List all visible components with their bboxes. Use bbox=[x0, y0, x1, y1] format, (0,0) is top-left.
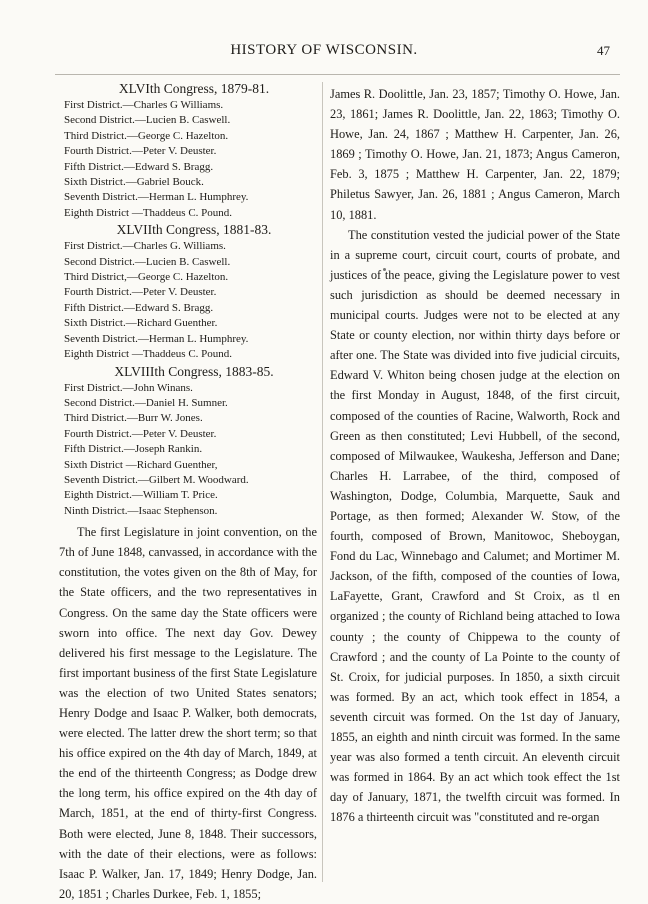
congress-section bbox=[59, 221, 317, 362]
senators-paragraph: James R. Doolittle, Jan. 23, 1857; Timothy O. Howe, Jan. 23, 1861; James R. Doolittle, Jan. 22, 1863; Timothy O. Howe, Jan. 24, 1867 ; Matthew H. Carpenter, Jan. 26, 1869 ; Timothy O. Howe, Jan. 21, 1873; Angus Cameron, Feb. 3, 1875 ; Matthew H. Carpenter, Jan. 22, 1879; Philetus Sawyer, Jan. 26, 1881 ; Angus Cameron, March 10, 1881. bbox=[330, 87, 620, 222]
district-entry: Eighth District —Thaddeus C. Pound. bbox=[64, 348, 233, 361]
left-column bbox=[59, 80, 317, 904]
congress-heading: XLVIIIth Congress, 1883-85. bbox=[114, 363, 274, 379]
column-divider bbox=[322, 82, 323, 882]
district-entry: Fifth District.—Edward S. Bragg. bbox=[64, 160, 214, 173]
district-entry: Ninth District.—Isaac Stephenson. bbox=[64, 504, 218, 517]
district-entry: Seventh District.—Herman L. Humphrey. bbox=[64, 191, 249, 204]
congress-section bbox=[59, 363, 317, 520]
district-entry: Eighth District —Thaddeus C. Pound. bbox=[64, 206, 233, 219]
district-entry: Seventh District.—Herman L. Humphrey. bbox=[64, 332, 249, 345]
district-entry: First District.—Charles G Williams. bbox=[64, 99, 224, 111]
district-entry: Fifth District.—Edward S. Bragg. bbox=[64, 301, 214, 314]
district-entry: Fourth District.—Peter V. Deuster. bbox=[64, 286, 217, 299]
congress-heading: XLVIth Congress, 1879-81. bbox=[118, 81, 270, 96]
district-entry: First District.—Charles G. Williams. bbox=[64, 240, 226, 253]
district-entry: Sixth District.—Richard Guenther. bbox=[64, 317, 218, 330]
page-header bbox=[0, 42, 648, 64]
district-entry: Fourth District.—Peter V. Deuster. bbox=[64, 427, 217, 440]
district-entry: Second District.—Daniel H. Sumner. bbox=[64, 396, 228, 409]
judiciary-paragraph: The constitution vested the judicial power of the State in a supreme court, circuit court, courts of probate, and justices of the peace, giving the Legislature power to vest such jurisdiction as should be deemed necessary in municipal courts. Judges were not to be elected at any State or county election, nor within thirty days before or after one. The State was divided into five judicial circuits, Edward V. Whiton being chosen judge at the election on the first Monday in August, 1848, of the first circuit, composed of the counties of Racine, Walworth, Rock and Green as then constituted; Levi Hubbell, of the second, composed of Milwaukee, Waukesha, Jefferson and Dane; Charles H. Larrabee, of the third, composed of Washington, Dodge, Columbia, Marquette, Sauk and Portage, as then formed; Alexander W. Stow, of the fourth, composed of Brown, Manitowoc, Sheboygan, Fond du Lac, Winnebago and Calumet; and Mortimer M. Jackson, of the fifth, composed of the counties of Iowa, LaFayette, Grant, Crawford and St Croix, as tl en organized ; the county of Richland being attached to Iowa county ; the county of Chippewa to the county of Crawford ; and the county of La Pointe to the county of St. Croix, for judicial purposes. In 1850, a sixth circuit was formed. By an act, which took effect in 1854, a seventh circuit was formed. On the 1st day of January, 1855, an eighth and ninth circuit was formed. In the same year was also formed a tenth circuit. An eleventh circuit was formed in 1864. By an act which took effect the 1st day of January, 1871, the twelfth circuit was formed. In 1876 a thirteenth circuit was "constituted and re-organ bbox=[330, 227, 620, 825]
district-list bbox=[64, 381, 317, 520]
district-entry: Second District.—Lucien B. Caswell. bbox=[64, 114, 231, 127]
district-entry: Third District,—George C. Hazelton. bbox=[64, 271, 229, 284]
district-entry: Seventh District.—Gilbert M. Woodward. bbox=[64, 473, 249, 486]
header-rule bbox=[55, 74, 620, 75]
running-title: HISTORY OF WISCONSIN. bbox=[230, 42, 418, 58]
district-entry: Second District.—Lucien B. Caswell. bbox=[64, 255, 231, 268]
legislature-paragraph: The first Legislature in joint convention, on the 7th of June 1848, canvassed, in accordance with the constitution, the votes given on the 8th of May, for the State officers, and the two representatives in Congress. On the same day the State officers were sworn into office. The next day Gov. Dewey delivered his first message to the Legislature. The first important business of the first State Legislature was the election of two United States senators; Henry Dodge and Isaac P. Walker, both democrats, were elected. The latter drew the short term; so that his office expired on the 4th day of March, 1849, at the end of the thirteenth Congress; as Dodge drew the long term, his office expired on the 4th day of March, 1851, at the end of thirty-first Congress. Both were elected, June 8, 1848. Their successors, with the date of their elections, were as follows: Isaac P. Walker, Jan. 17, 1849; Henry Dodge, Jan. 20, 1851 ; Charles Durkee, Feb. 1, 1855; bbox=[59, 525, 317, 901]
page-number: 47 bbox=[597, 43, 610, 58]
right-column bbox=[330, 84, 620, 827]
district-entry: Sixth District.—Gabriel Bouck. bbox=[64, 176, 204, 189]
district-entry: Sixth District —Richard Guenther, bbox=[64, 458, 218, 471]
district-entry: Third District.—George C. Hazelton. bbox=[64, 129, 229, 142]
district-list bbox=[64, 239, 317, 362]
district-list bbox=[64, 98, 317, 221]
district-entry: Fourth District.—Peter V. Deuster. bbox=[64, 145, 217, 158]
district-entry: Fifth District.—Joseph Rankin. bbox=[64, 443, 203, 456]
district-entry: First District.—John Winans. bbox=[64, 381, 193, 394]
congress-section bbox=[59, 80, 317, 221]
congress-heading: XLVIIth Congress, 1881-83. bbox=[116, 222, 272, 238]
district-entry: Eighth District.—William T. Price. bbox=[64, 489, 218, 502]
district-entry: Third District.—Burr W. Jones. bbox=[64, 412, 203, 425]
